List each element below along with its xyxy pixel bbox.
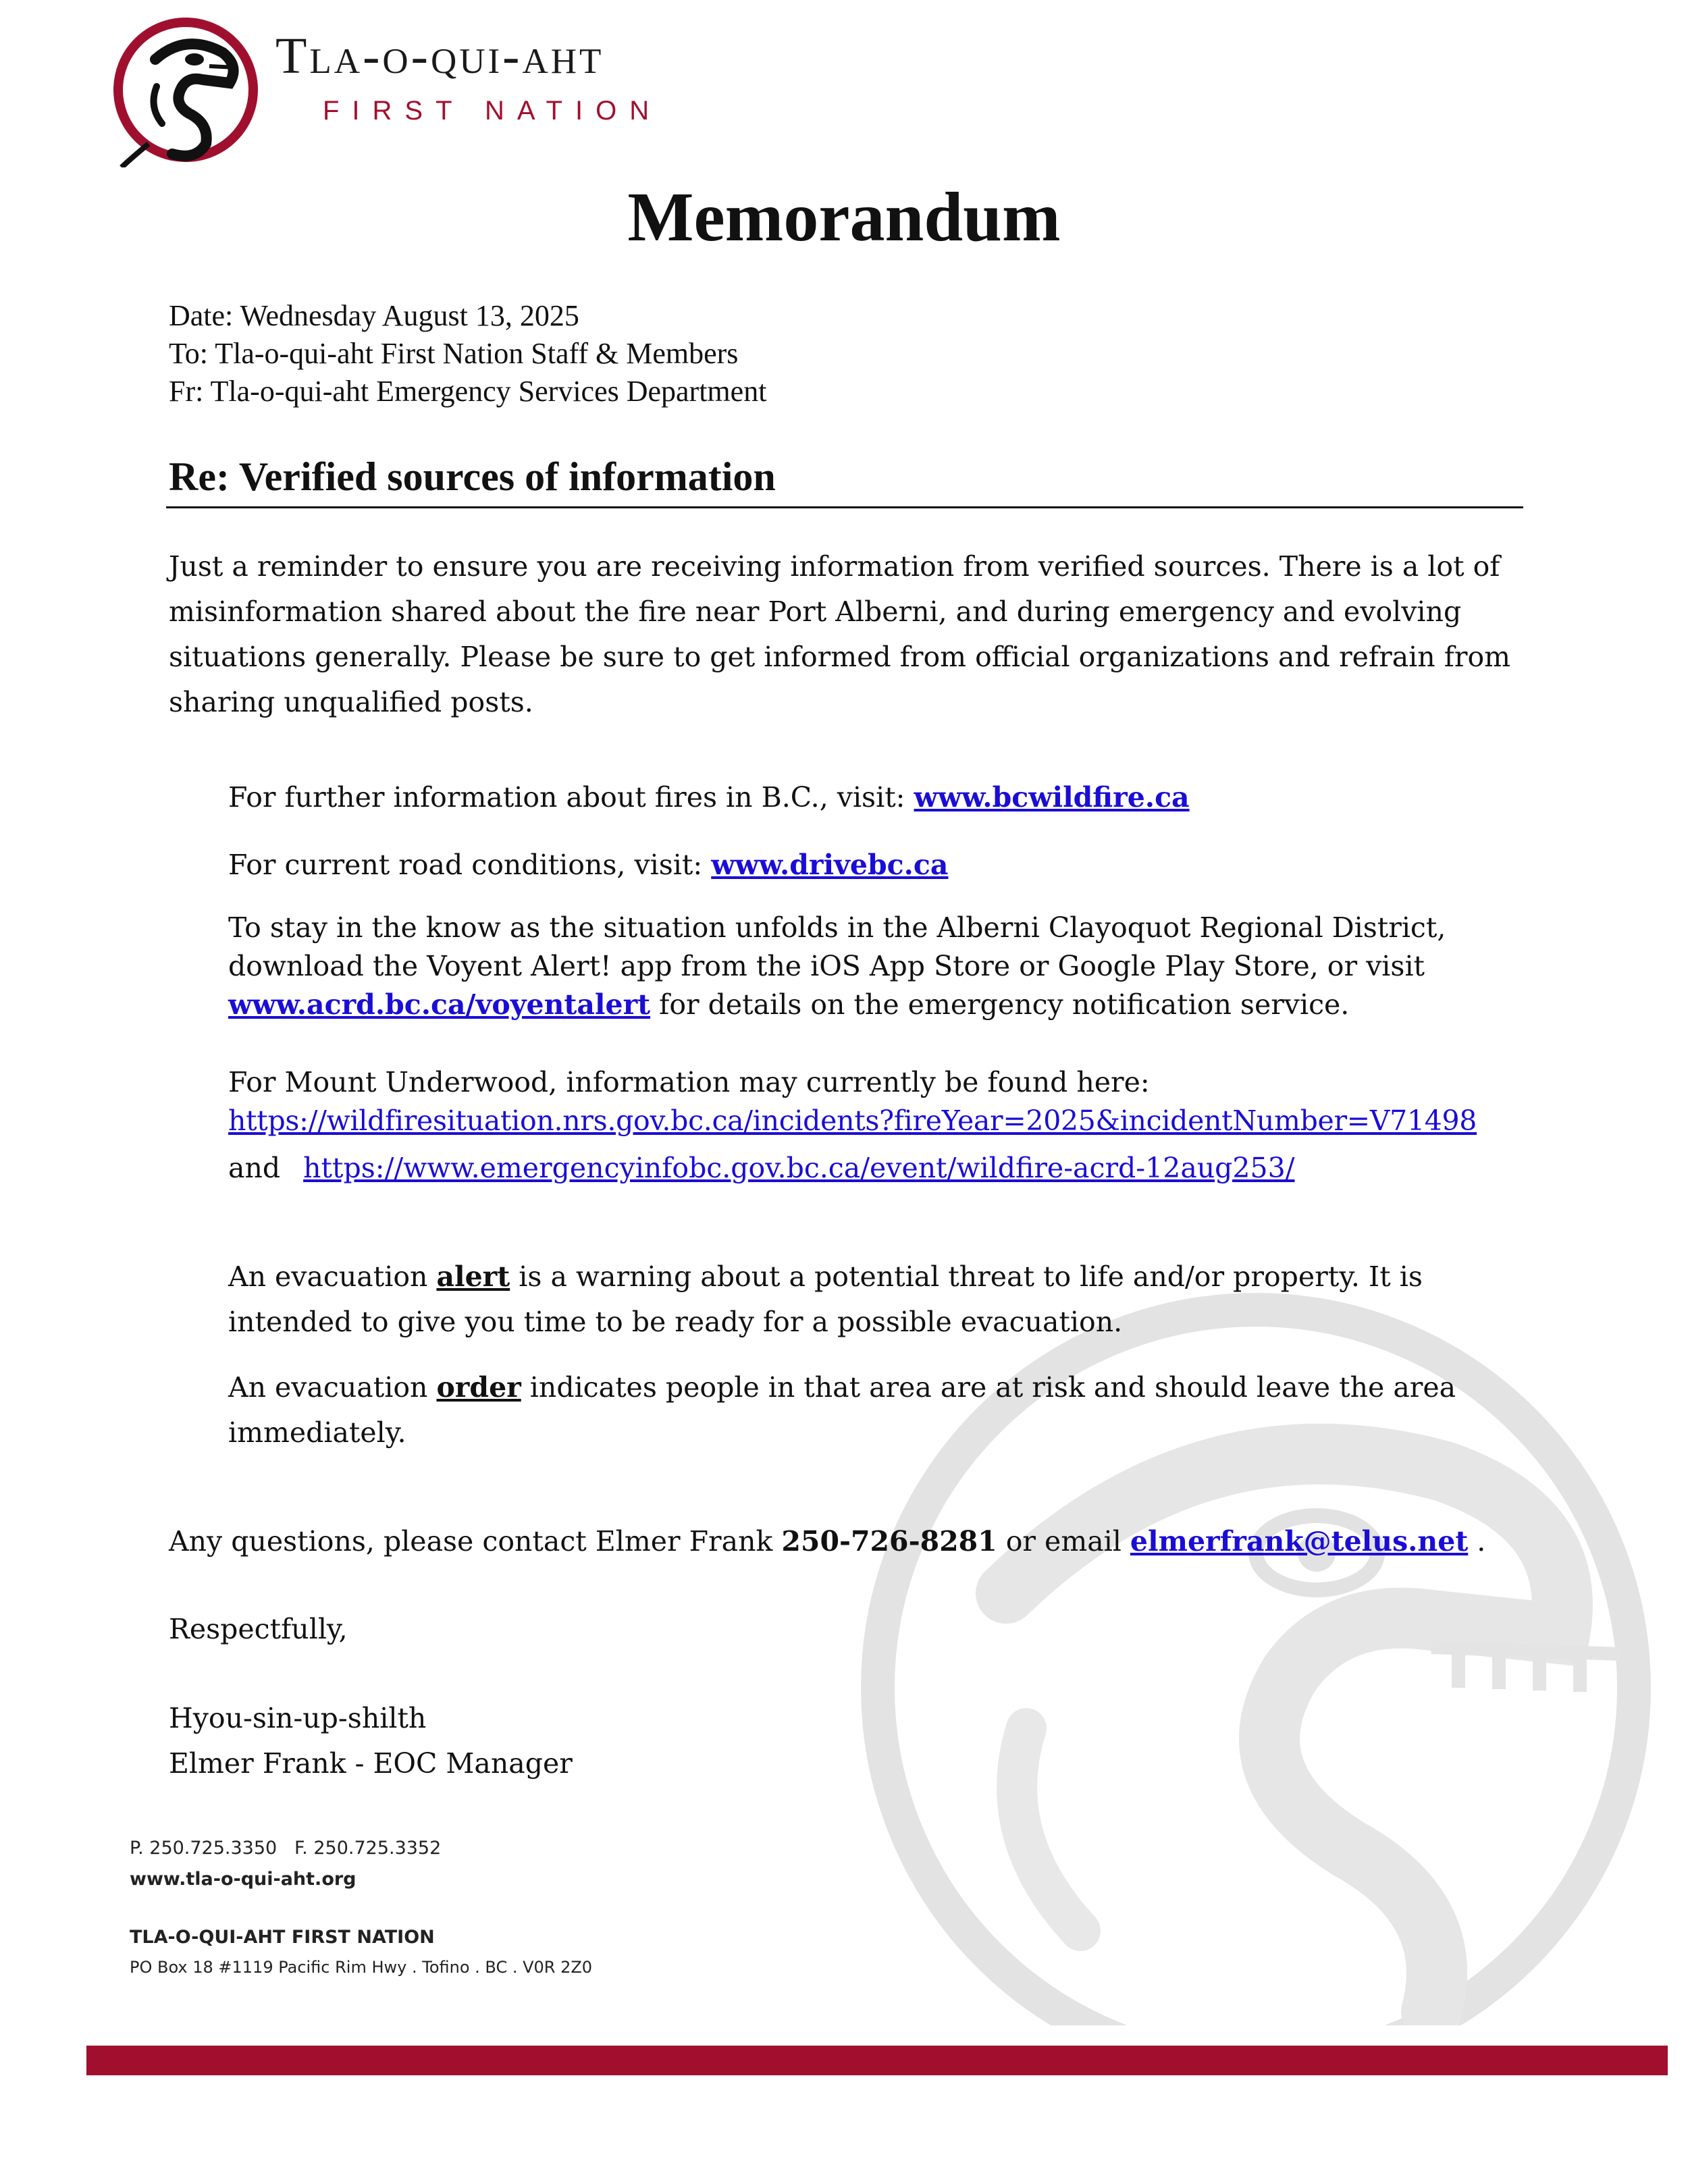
acrd-voyentalert-link[interactable]: www.acrd.bc.ca/voyentalert <box>228 988 651 1021</box>
wildfire-situation-link[interactable]: https://wildfiresituation.nrs.gov.bc.ca/incidents?fireYear=2025&incidentNumber=V71498 <box>228 1104 1477 1137</box>
underwood-second-line <box>228 1149 1545 1188</box>
footer-address: PO Box 18 #1119 Pacific Rim Hwy . Tofino . BC . V0R 2Z0 <box>130 1958 593 1977</box>
footer-phone: 250.725.3350 <box>149 1838 278 1859</box>
memo-date: Date: Wednesday August 13, 2025 <box>169 299 579 332</box>
order-word: order <box>436 1371 521 1404</box>
drivebc-link[interactable]: www.drivebc.ca <box>711 849 949 881</box>
evacuation-alert-definition <box>228 1254 1511 1345</box>
contact-prefix: Any questions, please contact Elmer Frank <box>169 1525 782 1557</box>
order-text-suffix: indicates people in that area are at risk and should leave the area immediately. <box>228 1371 1456 1449</box>
phone-label: P. <box>130 1838 144 1859</box>
roads-info-text: For current road conditions, visit: <box>228 849 712 881</box>
alert-text-suffix: is a warning about a potential threat to life and/or property. It is intended to give you time to be ready for a possible evacuation. <box>228 1260 1423 1338</box>
alert-text-prefix: An evacuation <box>228 1260 437 1293</box>
roads-info <box>228 843 1545 888</box>
underwood-info: For Mount Underwood, information may currently be found here: <box>228 1066 1150 1098</box>
intro-paragraph: Just a reminder to ensure you are receiving information from verified sources. There is a lot of misinformation shared about the fire near Port Alberni, and during emergency and evolving situations generally. Please be sure to get informed from official organizations and refrain from sharing unqualified posts. <box>169 550 1511 718</box>
fires-info-text: For further information about fires in B.C., visit: <box>228 781 914 814</box>
acrd-info-suffix: for details on the emergency notification service. <box>650 988 1350 1021</box>
memo-subject: Re: Verified sources of information <box>169 454 776 499</box>
fires-info <box>228 775 1545 820</box>
org-name: Tla-o-qui-aht <box>275 28 604 84</box>
order-text-prefix: An evacuation <box>228 1371 437 1404</box>
contact-middle: or email <box>997 1525 1130 1557</box>
contact-line <box>169 1519 1485 1564</box>
contact-phone: 250-726-8281 <box>781 1525 997 1557</box>
contact-suffix: . <box>1468 1525 1486 1557</box>
footer-fax: 250.725.3352 <box>313 1838 442 1859</box>
and-word: and <box>228 1152 281 1184</box>
first-nation-logo <box>108 12 263 167</box>
memo-to: To: Tla-o-qui-aht First Nation Staff & Members <box>169 337 739 370</box>
alert-word: alert <box>436 1260 510 1293</box>
fax-label: F. <box>294 1838 308 1859</box>
acrd-info-text: To stay in the know as the situation unfolds in the Alberni Clayoquot Regional District, download the Voyent Alert! app from the iOS App Store or Google Play Store, or visit <box>228 911 1446 982</box>
signer-name: Hyou-sin-up-shilth <box>169 1702 427 1734</box>
footer-org: TLA-O-QUI-AHT FIRST NATION <box>130 1927 435 1948</box>
closing-salutation: Respectfully, <box>169 1613 348 1645</box>
emergencyinfobc-link[interactable]: https://www.emergencyinfobc.gov.bc.ca/event/wildfire-acrd-12aug253/ <box>303 1152 1295 1184</box>
subject-divider <box>166 506 1523 508</box>
footer-website: www.tla-o-qui-aht.org <box>130 1869 357 1890</box>
contact-email-link[interactable]: elmerfrank@telus.net <box>1130 1525 1469 1557</box>
acrd-info <box>228 909 1545 1024</box>
footer-bar <box>86 2046 1668 2075</box>
bcwildfire-link[interactable]: www.bcwildfire.ca <box>914 781 1190 814</box>
memo-from: Fr: Tla-o-qui-aht Emergency Services Department <box>169 375 767 408</box>
memo-title: Memorandum <box>627 178 1061 256</box>
signer-title: Elmer Frank - EOC Manager <box>169 1747 573 1780</box>
evacuation-order-definition <box>228 1365 1511 1456</box>
underwood-link-line <box>228 1102 1545 1140</box>
footer-contact-numbers <box>130 1838 441 1859</box>
org-subtitle: FIRST NATION <box>323 96 662 126</box>
